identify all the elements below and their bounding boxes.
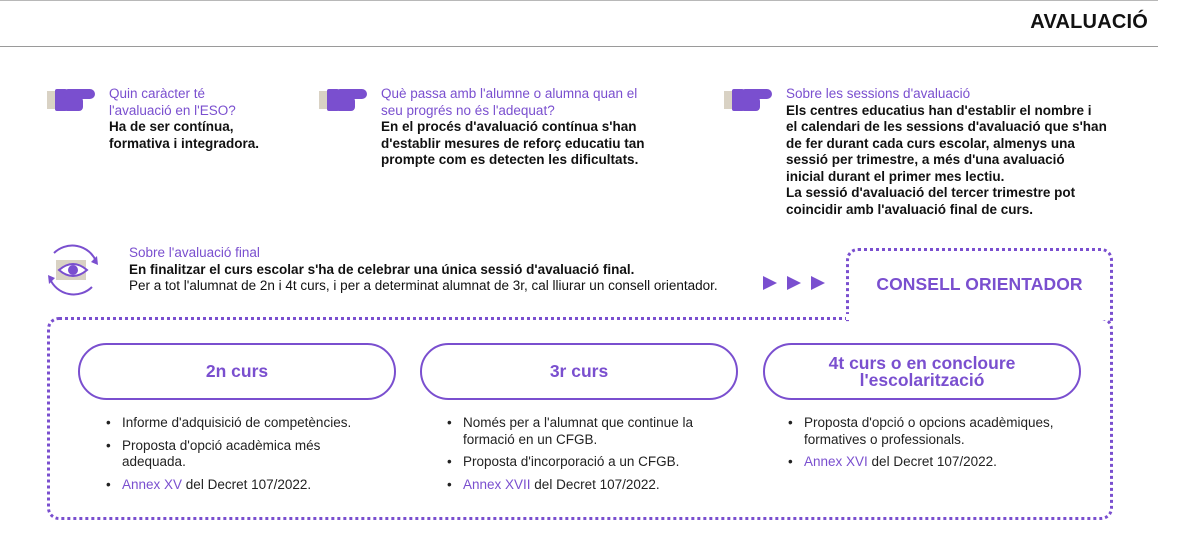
course-pill-4t: 4t curs o en concloure l'escolarització — [763, 343, 1081, 400]
annex-link[interactable]: Annex XV — [122, 476, 183, 492]
qa-question: Quin caràcter té l'avaluació en l'ESO? — [109, 86, 236, 118]
page-title: AVALUACIÓ — [1030, 11, 1148, 33]
qa-answer: En el procés d'avaluació contínua s'han d'establir mesures de reforç educatiu tan prompte com es detecten les dificultats. — [381, 119, 645, 167]
qa-question: Sobre les sessions d'avaluació — [786, 86, 971, 101]
qa-question: Què passa amb l'alumne o alumna quan el seu progrés no és l'adequat? — [381, 86, 638, 118]
course-pill-2n: 2n curs — [78, 343, 396, 400]
pointing-hand-icon — [319, 88, 369, 112]
course-pill-3r: 3r curs — [420, 343, 738, 400]
qa-answer: Ha de ser contínua, formativa i integradora. — [109, 119, 260, 151]
annex-ref: del Decret 107/2022. — [182, 476, 312, 492]
course-bullets-4t — [788, 415, 1088, 477]
qa-block-character — [47, 86, 347, 156]
consell-orientador-label: CONSELL ORIENTADOR — [876, 274, 1083, 294]
list-item-annex — [447, 477, 737, 494]
tab-joint — [846, 314, 1110, 320]
triple-arrow-icon — [763, 275, 827, 291]
list-item: • Informe d'adquisició de competències. — [106, 415, 396, 432]
eye-cycle-icon — [42, 239, 104, 301]
list-item: • Proposta d'opció acadèmica més adequada. — [106, 438, 396, 471]
list-item-annex — [788, 454, 1088, 471]
final-question: Sobre l'avaluació final — [129, 245, 260, 260]
qa-answer: Els centres educatius han d'establir el nombre i el calendari de les sessions d'avaluació que s'han de fer durant cada curs escolar, almenys una sessió per trimestre, a més d'una avaluació inicial durant el primer mes lectiu. La sessió d'avaluació del tercer trimestre pot coincidir amb l'avaluació final de curs. — [786, 102, 1107, 217]
qa-block-sessions — [724, 86, 1144, 221]
course-bullets-3r — [447, 415, 737, 499]
list-item-annex — [106, 477, 396, 494]
list-item: • Proposta d'opció o opcions acadèmiques, formatives o professionals. — [788, 415, 1088, 448]
title-rule — [0, 46, 1158, 47]
final-bold-line: En finalitzar el curs escolar s'ha de celebrar una única sessió d'avaluació final. — [129, 261, 635, 277]
pointing-hand-icon — [47, 88, 97, 112]
list-item: • Només per a l'alumnat que continue la formació en un CFGB. — [447, 415, 737, 448]
annex-link[interactable]: Annex XVII — [463, 476, 531, 492]
course-bullets-2n — [106, 415, 396, 499]
pointing-hand-icon — [724, 88, 774, 112]
annex-link[interactable]: Annex XVI — [804, 454, 868, 469]
annex-ref: del Decret 107/2022. — [530, 476, 660, 492]
annex-ref: del Decret 107/2022. — [867, 454, 997, 469]
qa-block-progress — [319, 86, 699, 171]
final-evaluation-text — [129, 245, 718, 295]
final-normal-line: Per a tot l'alumnat de 2n i 4t curs, i per a determinat alumnat de 3r, cal lliurar un consell orientador. — [129, 278, 718, 293]
top-rule — [0, 0, 1158, 1]
list-item: • Proposta d'incorporació a un CFGB. — [447, 454, 737, 471]
